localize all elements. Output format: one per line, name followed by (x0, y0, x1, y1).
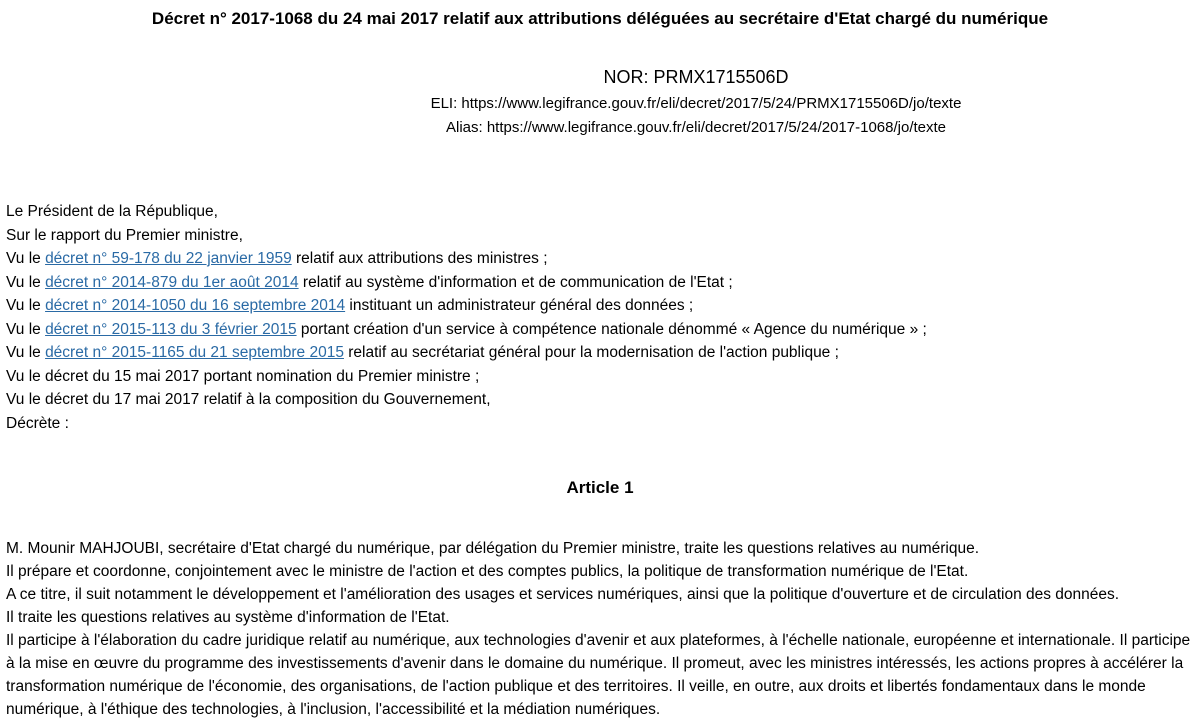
nor-reference: NOR: PRMX1715506D (603, 67, 789, 87)
visa-line (6, 341, 1191, 365)
decree-link-59-178[interactable]: décret n° 59-178 du 22 janvier 1959 (45, 250, 292, 267)
visa-line: Le Président de la République, (6, 203, 218, 220)
visa-line: Vu le décret du 17 mai 2017 relatif à la composition du Gouvernement, (6, 391, 491, 408)
article-body (6, 537, 1191, 721)
visa-text: portant création d'un service à compétence nationale dénommé « Agence du numérique » ; (296, 320, 927, 338)
vu-prefix: Vu le (6, 273, 46, 291)
decree-link-2015-113[interactable]: décret n° 2015-113 du 3 février 2015 (45, 320, 297, 338)
eli-reference: ELI: https://www.legifrance.gouv.fr/eli/decret/2017/5/24/PRMX1715506D/jo/texte (430, 95, 962, 112)
visa-text: instituant un administrateur général des données ; (345, 297, 694, 314)
visa-line: Vu le décret du 15 mai 2017 portant nomination du Premier ministre ; (6, 367, 480, 385)
decree-link-2014-1050[interactable]: décret n° 2014-1050 du 16 septembre 2014 (45, 297, 346, 314)
visa-text: relatif au système d'information et de communication de l'Etat ; (298, 273, 733, 291)
vu-prefix: Vu le (6, 250, 46, 267)
visa-line (6, 294, 1191, 318)
decree-link-2015-1165[interactable]: décret n° 2015-1165 du 21 septembre 2015 (45, 344, 344, 361)
vu-prefix: Vu le (6, 320, 46, 338)
visa-line (6, 271, 1191, 295)
visas-section (6, 200, 1191, 435)
article-paragraph: M. Mounir MAHJOUBI, secrétaire d'Etat chargé du numérique, par délégation du Premier ministre, traite les questions relatives au numérique. (6, 540, 980, 557)
article-paragraph: Il prépare et coordonne, conjointement avec le ministre de l'action et des comptes publics, la politique de transformation numérique de l'Etat. (6, 563, 969, 580)
article-paragraph: Il participe à l'élaboration du cadre juridique relatif au numérique, aux technologies d'avenir et aux plateformes, à l'échelle nationale, européenne et internationale. Il participe à la mise en œuvre du programme des investissements d'avenir dans le domaine du numérique. Il promeut, avec les ministres intéressés, les actions propres à accélérer la transformation numérique de l'économie, des organisations, de l'action publique et des territoires. Il veille, en outre, aux droits et libertés fondamentaux dans le monde numérique, à l'éthique des technologies, à l'inclusion, l'accessibilité et la médiation numériques. (6, 632, 1191, 718)
article-heading: Article 1 (566, 478, 634, 497)
visa-line (6, 318, 1191, 342)
vu-prefix: Vu le (6, 344, 46, 361)
alias-reference: Alias: https://www.legifrance.gouv.fr/eli/decret/2017/5/24/2017-1068/jo/texte (445, 119, 947, 136)
article-paragraph: Il traite les questions relatives au système d'information de l'Etat. (6, 609, 450, 626)
visa-text: relatif aux attributions des ministres ; (291, 250, 548, 267)
decree-title: Décret n° 2017-1068 du 24 mai 2017 relatif aux attributions déléguées au secrétaire d'Etat chargé du numérique (151, 9, 1049, 28)
vu-prefix: Vu le (6, 297, 46, 314)
decree-link-2014-879[interactable]: décret n° 2014-879 du 1er août 2014 (45, 273, 299, 291)
article-paragraph: A ce titre, il suit notamment le développement et l'amélioration des usages et services numériques, ainsi que la politique d'ouverture et de circulation des données. (6, 586, 1120, 603)
visa-line: Sur le rapport du Premier ministre, (6, 226, 243, 244)
visa-text: relatif au secrétariat général pour la modernisation de l'action publique ; (343, 344, 839, 361)
decrete-label: Décrète : (6, 414, 69, 432)
visa-line (6, 247, 1191, 271)
